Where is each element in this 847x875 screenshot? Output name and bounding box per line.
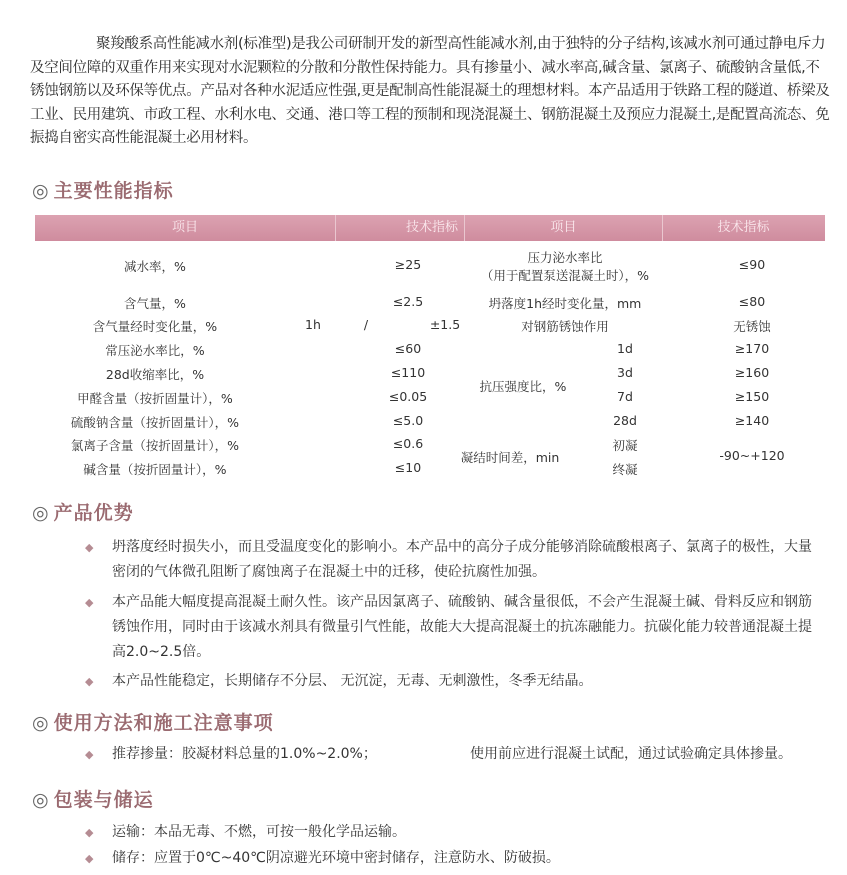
- usage-note: 使用前应进行混凝土试配，通过试验确定具体掺量。: [470, 746, 792, 762]
- table-cell: 28d: [613, 413, 637, 428]
- table-cell: 减水率，%: [124, 259, 186, 274]
- table-cell: 凝结时间差，min: [460, 450, 560, 465]
- table-cell: -90~+120: [719, 448, 785, 463]
- list-item: ◆ 本产品能大幅度提高混凝土耐久性。该产品因氯离子、硫酸钠、碱含量很低，不会产生混凝土碱、骨料反应和钢筋锈蚀作用，同时由于该减水剂具有微量引气性能，故能大大提高混凝土的抗冻融能力。抗碳化能力较普通混凝土提高2.0~2.5倍。: [85, 590, 825, 665]
- diamond-bullet-icon: ◆: [85, 852, 94, 865]
- table-cell: 含气量，%: [124, 296, 186, 311]
- table-cell: 氯离子含量（按折固量计），%: [70, 438, 240, 453]
- diamond-bullet-icon: ◆: [85, 596, 94, 609]
- table-cell: 压力泌水率比: [527, 250, 603, 265]
- table-cell: 1d: [617, 341, 633, 356]
- table-cell: ≤0.6: [392, 436, 424, 451]
- list-item: ◆ 坍落度经时损失小，而且受温度变化的影响小。本产品中的高分子成分能够消除硫酸根离子、氯离子的极性，大量密闭的气体微孔阻断了腐蚀离子在混凝土中的迁移，使砼抗腐性加强。: [85, 535, 825, 585]
- section-heading-packaging: ◎ 包装与储运: [32, 789, 154, 811]
- table-cell: 终凝: [612, 462, 638, 477]
- list-item: ◆ 本产品性能稳定，长期储存不分层、 无沉淀，无毒、无刺激性，冬季无结晶。: [85, 669, 825, 694]
- section-heading-specs: ◎ 主要性能指标: [32, 180, 174, 202]
- table-cell: 无锈蚀: [733, 319, 771, 334]
- table-cell: ≤60: [394, 341, 422, 356]
- table-header: [35, 215, 825, 241]
- table-cell: 初凝: [612, 438, 638, 453]
- header-item: 项目: [35, 215, 336, 241]
- table-cell: 抗压强度比，%: [479, 379, 567, 394]
- table-cell: ≥170: [734, 341, 770, 356]
- section-heading-usage: ◎ 使用方法和施工注意事项: [32, 712, 274, 734]
- table-cell: ≥160: [734, 365, 770, 380]
- header-value: 技术指标: [717, 220, 770, 235]
- table-cell: ≤80: [738, 294, 766, 309]
- intro-paragraph: 聚羧酸系高性能减水剂(标准型)是我公司研制开发的新型高性能减水剂,由于独特的分子结构,该减水剂可通过静电斥力及空间位障的双重作用来实现对水泥颗粒的分散和分散性保持能力。具有掺量小、减水率高,碱含量、氯离子、硫酸钠含量低,不锈蚀钢筋以及环保等优点。产品对各种水泥适应性强,更是配制高性能混凝土的理想材料。本产品适用于铁路工程的隧道、桥梁及工业、民用建筑、市政工程、水利水电、交通、港口等工程的预制和现浇混凝土、钢筋混凝土及预应力混凝土,是配置高流态、免振捣自密实高性能混凝土必用材料。: [30, 36, 830, 146]
- table-cell: ≥150: [734, 389, 770, 404]
- header-item: 项目: [465, 215, 663, 241]
- table-cell: 1h: [305, 317, 321, 332]
- table-cell: （用于配置泵送混凝土时），%: [480, 268, 650, 283]
- ring-icon: ◎: [32, 712, 50, 734]
- diamond-bullet-icon: ◆: [85, 675, 94, 688]
- table-cell: 7d: [617, 389, 633, 404]
- table-cell: ≤2.5: [392, 294, 424, 309]
- table-cell: ≥140: [734, 413, 770, 428]
- diamond-bullet-icon: ◆: [85, 748, 94, 761]
- table-cell: 28d收缩率比，%: [105, 367, 205, 382]
- diamond-bullet-icon: ◆: [85, 826, 94, 839]
- table-cell: 含气量经时变化量，%: [92, 319, 218, 334]
- section-heading-advantages: ◎ 产品优势: [32, 502, 134, 524]
- table-cell: 常压泌水率比，%: [105, 343, 205, 358]
- table-cell: 碱含量（按折固量计），%: [83, 462, 227, 477]
- table-cell: ≥25: [394, 257, 422, 272]
- table-cell: /: [363, 317, 369, 332]
- ring-icon: ◎: [32, 789, 50, 811]
- ring-icon: ◎: [32, 502, 50, 524]
- list-item: ◆ 推荐掺量：胶凝材料总量的1.0%~2.0%；: [85, 742, 825, 767]
- table-cell: ±1.5: [429, 317, 461, 332]
- table-cell: ≤5.0: [392, 413, 424, 428]
- table-cell: 硫酸钠含量（按折固量计），%: [70, 415, 240, 430]
- table-cell: 甲醛含量（按折固量计），%: [77, 391, 233, 406]
- table-cell: ≤110: [390, 365, 426, 380]
- ring-icon: ◎: [32, 180, 50, 202]
- diamond-bullet-icon: ◆: [85, 541, 94, 554]
- table-cell: 3d: [617, 365, 633, 380]
- table-cell: 对钢筋锈蚀作用: [521, 319, 609, 334]
- table-cell: ≤10: [394, 460, 422, 475]
- header-value: 技术指标: [335, 215, 465, 241]
- table-cell: 坍落度1h经时变化量，mm: [488, 296, 642, 311]
- table-cell: ≤90: [738, 257, 766, 272]
- table-cell: ≤0.05: [388, 389, 428, 404]
- list-item: ◆ 运输：本品无毒、不燃，可按一般化学品运输。: [85, 820, 825, 845]
- list-item: ◆ 储存：应置于0℃~40℃阴凉避光环境中密封储存，注意防水、防破损。: [85, 846, 825, 871]
